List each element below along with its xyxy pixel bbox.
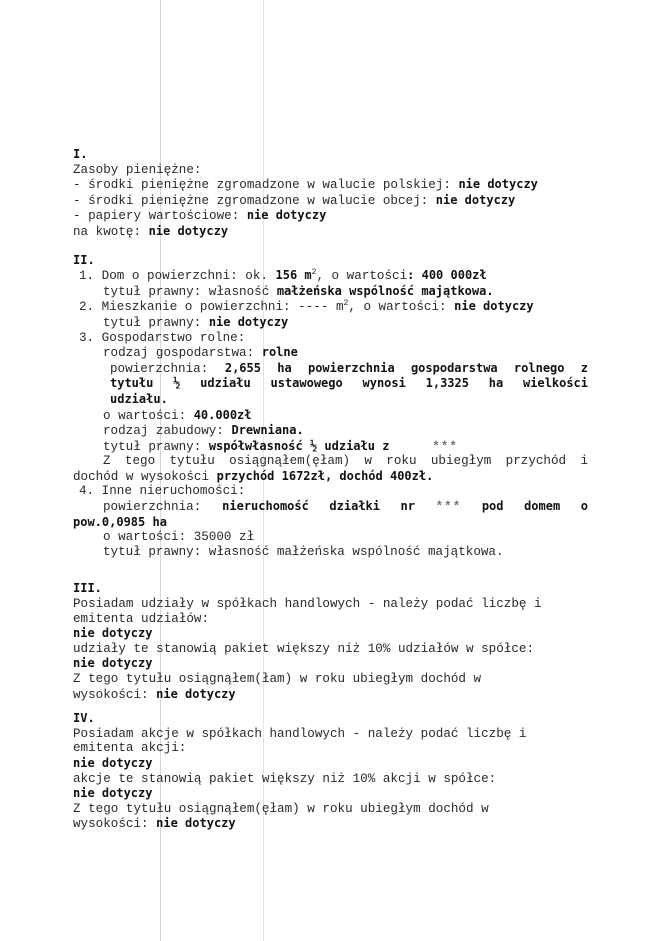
document-line bbox=[73, 469, 588, 485]
document-line bbox=[73, 802, 588, 817]
bold-value: IV. bbox=[73, 711, 95, 726]
line-text: Z tego tytułu osiągnąłem(ęłam) w roku ubiegłym przychód i bbox=[103, 454, 588, 469]
document-line bbox=[73, 786, 588, 802]
document-line bbox=[73, 816, 588, 832]
document-line bbox=[73, 626, 588, 642]
line-text: tytuł prawny: bbox=[103, 439, 209, 454]
document-line bbox=[73, 147, 588, 163]
line-text: wysokości: bbox=[73, 817, 157, 832]
line-text: powierzchnia: bbox=[103, 500, 223, 515]
line-text: Z tego tytułu osiągnąłem(łam) w roku ubiegłym dochód w bbox=[73, 672, 482, 686]
bold-value: 2,655 ha powierzchnia gospodarstwa rolnego z bbox=[224, 360, 588, 375]
document-line bbox=[73, 642, 588, 657]
bold-value: pow.0,0985 ha bbox=[73, 514, 167, 529]
document-line bbox=[73, 361, 588, 377]
line-text: Z tego tytułu osiągnąłem(ęłam) w roku ubiegłym dochód w bbox=[73, 801, 489, 816]
document-line bbox=[73, 331, 588, 346]
bold-value: I. bbox=[73, 147, 88, 161]
document-line bbox=[73, 208, 588, 224]
line-text: 2. Mieszkanie o powierzchni: ---- m bbox=[79, 300, 344, 315]
document-line bbox=[73, 530, 588, 545]
bold-value: przychód 1672zł, dochód 400zł. bbox=[216, 468, 434, 483]
bold-value: nie dotyczy bbox=[148, 223, 229, 238]
line-text: Posiadam akcje w spółkach handlowych - należy podać liczbę i bbox=[73, 726, 527, 741]
document-line bbox=[73, 408, 588, 424]
bold-value: nie dotyczy bbox=[208, 314, 289, 329]
document-line bbox=[73, 268, 588, 284]
bold-value: Drewniana. bbox=[231, 423, 304, 438]
line-text: 3. Gospodarstwo rolne: bbox=[79, 330, 246, 345]
bold-value: 40.000zł bbox=[193, 407, 252, 422]
document-line bbox=[73, 772, 588, 787]
line-text: o wartości: 35000 zł bbox=[103, 530, 255, 545]
document-line bbox=[73, 515, 588, 531]
line-text: tytuł prawny: własność bbox=[103, 284, 277, 299]
document-line bbox=[73, 499, 588, 515]
document-line bbox=[73, 284, 588, 300]
line-text: na kwotę: bbox=[73, 224, 149, 239]
document-line bbox=[73, 581, 588, 597]
document-line bbox=[73, 439, 588, 455]
line-text: 4. Inne nieruchomości: bbox=[79, 484, 246, 499]
document-line bbox=[73, 454, 588, 469]
document-line bbox=[73, 711, 588, 727]
line-text: - środki pieniężne zgromadzone w walucie obcej: bbox=[73, 193, 436, 208]
line-text: Posiadam udziały w spółkach handlowych - należy podać liczbę i bbox=[73, 597, 542, 612]
line-text: rodzaj zabudowy: bbox=[103, 424, 232, 439]
document-line bbox=[73, 224, 588, 240]
line-text: powierzchnia: bbox=[110, 361, 225, 376]
bold-value: nie dotyczy bbox=[458, 177, 538, 192]
line-text: , o wartości: bbox=[348, 300, 455, 315]
bold-value: II. bbox=[73, 252, 95, 267]
document-line bbox=[73, 727, 588, 742]
document-line bbox=[73, 672, 588, 687]
bold-value: współwłasność ½ udziału z bbox=[208, 438, 390, 453]
superscript: 2 bbox=[311, 267, 317, 277]
document-line bbox=[73, 376, 588, 392]
bold-value: tytułu ½ udziału ustawowego wynosi 1,3325 ha wielkości bbox=[110, 376, 588, 391]
line-text: akcje te stanowią pakiet większy niż 10% akcji w spółce: bbox=[73, 771, 497, 786]
bold-value: rolne bbox=[261, 345, 298, 360]
line-text: dochód w wysokości bbox=[73, 469, 217, 484]
document-line bbox=[73, 741, 588, 756]
document-line bbox=[73, 484, 588, 499]
bold-value: 156 m bbox=[275, 268, 312, 283]
bold-value: : 400 000zł bbox=[407, 268, 487, 283]
bold-value: nie dotyczy bbox=[73, 786, 153, 801]
bold-value: małżeńska wspólność majątkowa. bbox=[276, 283, 494, 298]
line-text: wysokości: bbox=[73, 687, 157, 702]
line-text: rodzaj gospodarstwa: bbox=[103, 346, 262, 361]
line-text: tytuł prawny: własność małżeńska wspólność majątkowa. bbox=[103, 544, 504, 559]
document-line bbox=[73, 163, 588, 178]
asset-declaration-document bbox=[73, 147, 588, 832]
document-line bbox=[73, 315, 588, 331]
document-line bbox=[73, 299, 588, 315]
document-line bbox=[73, 545, 588, 560]
bold-value: nie dotyczy bbox=[73, 626, 153, 641]
superscript: 2 bbox=[343, 299, 349, 309]
bold-value: nieruchomość działki nr bbox=[222, 499, 436, 514]
line-text: emitenta udziałów: bbox=[73, 611, 210, 626]
document-line bbox=[73, 656, 588, 672]
line-text: - środki pieniężne zgromadzone w walucie polskiej: bbox=[73, 178, 459, 193]
bold-value: udziału. bbox=[110, 391, 168, 406]
document-line bbox=[73, 597, 588, 612]
line-text: tytuł prawny: bbox=[103, 315, 209, 330]
document-line bbox=[73, 345, 588, 361]
bold-value: nie dotyczy bbox=[454, 299, 534, 314]
line-text: o wartości: bbox=[103, 408, 194, 423]
bold-value: nie dotyczy bbox=[73, 755, 153, 770]
document-line bbox=[73, 253, 588, 269]
redaction-mark: *** bbox=[435, 500, 462, 515]
bold-value: pod domem o bbox=[461, 499, 588, 514]
bold-value: nie dotyczy bbox=[435, 192, 516, 207]
document-line bbox=[73, 177, 588, 193]
bold-value: nie dotyczy bbox=[246, 208, 327, 223]
redaction-mark: *** bbox=[389, 439, 458, 454]
bold-value: nie dotyczy bbox=[73, 656, 153, 671]
document-line bbox=[73, 756, 588, 772]
document-line bbox=[73, 392, 588, 408]
line-text: , o wartości bbox=[316, 269, 408, 284]
line-text: emitenta akcji: bbox=[73, 741, 187, 756]
document-line bbox=[73, 423, 588, 439]
line-text: - papiery wartościowe: bbox=[73, 209, 247, 224]
bold-value: III. bbox=[73, 581, 102, 596]
line-text: udziały te stanowią pakiet większy niż 10% udziałów w spółce: bbox=[73, 641, 535, 656]
line-text: 1. Dom o powierzchni: ok. bbox=[79, 269, 276, 284]
document-line bbox=[73, 612, 588, 627]
bold-value: nie dotyczy bbox=[156, 686, 236, 701]
document-line bbox=[73, 193, 588, 209]
document-line bbox=[73, 687, 588, 703]
line-text: Zasoby pieniężne: bbox=[73, 162, 202, 177]
bold-value: nie dotyczy bbox=[156, 816, 236, 831]
